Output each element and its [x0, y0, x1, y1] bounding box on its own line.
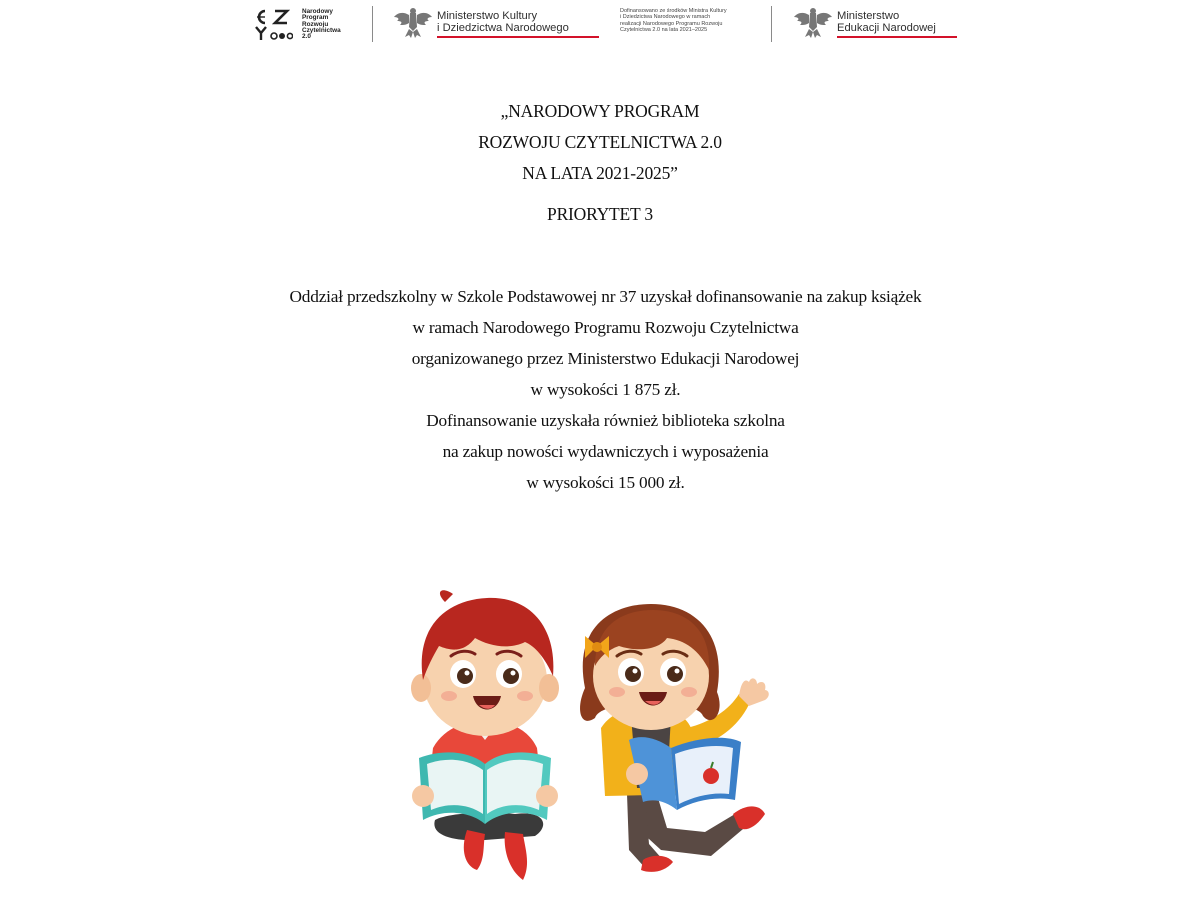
education-ministry-line: Edukacji Narodowej: [837, 22, 936, 34]
boy-figure: [411, 590, 559, 880]
culture-ministry-name: [437, 10, 569, 34]
girl-figure: [580, 604, 769, 872]
culture-ministry-red-rule: [437, 36, 599, 38]
document-title: [0, 96, 1200, 230]
education-ministry-name: [837, 10, 936, 34]
priority-label: PRIORYTET 3: [547, 204, 653, 224]
eagle-emblem-icon: [393, 7, 433, 39]
funding-note-line: i Dziedzictwa Narodowego w ramach: [620, 14, 711, 21]
funding-note-line: Czytelnictwa 2.0 na lata 2021–2025: [620, 27, 708, 34]
program-logo-line: Czytelnictwa: [302, 26, 341, 34]
education-ministry-red-rule: [837, 36, 957, 38]
program-logo-line: Rozwoju: [302, 20, 329, 28]
logo-divider: [771, 6, 772, 42]
body-line: organizowanego przez Ministerstwo Edukacji Narodowej: [411, 349, 800, 368]
program-logo-line: 2.0: [302, 33, 311, 41]
funding-note-line: realizacji Narodowego Programu Rozwoju: [620, 20, 723, 27]
title-line: „NARODOWY PROGRAM: [500, 101, 700, 121]
body-line: w wysokości 15 000 zł.: [526, 473, 685, 492]
program-logo-line: Narodowy: [302, 8, 333, 15]
document-body: [0, 281, 1200, 498]
body-line: Dofinansowanie uzyskała również biblioteka szkolna: [426, 411, 785, 430]
title-line: ROZWOJU CZYTELNICTWA 2.0: [478, 132, 722, 152]
logo-header: [0, 0, 1200, 48]
children-reading-illustration-icon: [405, 588, 835, 888]
eagle-emblem-icon: [793, 7, 833, 39]
body-line: na zakup nowości wydawniczych i wyposażenia: [442, 442, 769, 461]
education-ministry-line: Ministerstwo: [837, 10, 900, 22]
culture-ministry-line: Ministerstwo Kultury: [437, 10, 538, 22]
program-logo: [253, 8, 365, 42]
body-line: w ramach Narodowego Programu Rozwoju Czytelnictwa: [412, 318, 799, 337]
funding-note: [620, 8, 768, 34]
title-line: NA LATA 2021-2025”: [522, 163, 678, 183]
program-logo-line: Program: [302, 14, 329, 22]
logo-divider: [372, 6, 373, 42]
body-line: Oddział przedszkolny w Szkole Podstawowej nr 37 uzyskał dofinansowanie na zakup książek: [289, 287, 922, 306]
culture-ministry-line: i Dziedzictwa Narodowego: [437, 22, 569, 34]
program-logo-icon: [253, 8, 293, 42]
body-line: w wysokości 1 875 zł.: [530, 380, 681, 399]
funding-note-line: Dofinansowano ze środków Ministra Kultury: [620, 8, 727, 14]
